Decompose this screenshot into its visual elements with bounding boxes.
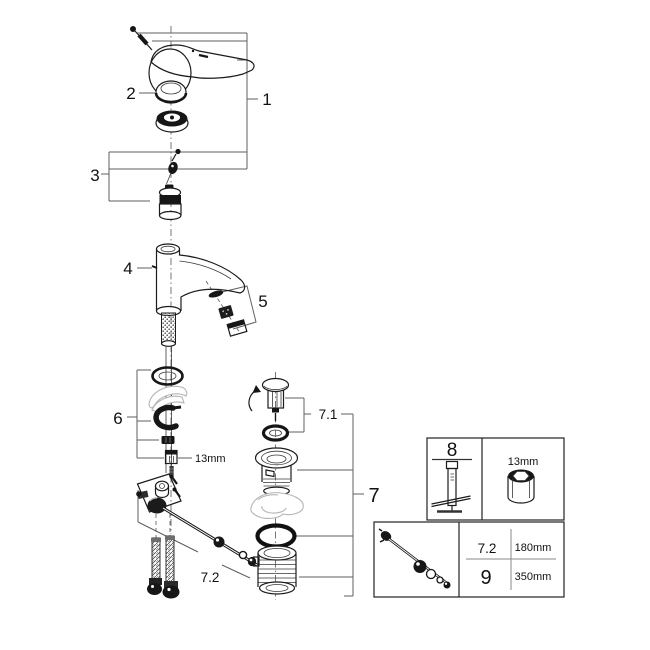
escutcheon-ring <box>156 111 188 133</box>
callout-label-7-2: 7.2 <box>200 570 220 585</box>
tool-part-number: 8 <box>446 440 458 461</box>
cartridge-screw <box>167 149 181 184</box>
aerator-parts <box>208 289 247 336</box>
callout-label-4: 4 <box>123 259 133 278</box>
tool-info-box <box>427 438 564 520</box>
callout-label-7: 7 <box>368 485 380 507</box>
rod-table-part-7-2: 7.2 <box>477 541 497 556</box>
drain-flange <box>256 448 298 495</box>
drain-body <box>254 546 297 594</box>
hex-size-callout: 13mm <box>195 453 226 465</box>
callout-label-2: 2 <box>126 84 136 103</box>
popup-rod <box>163 508 257 566</box>
handle-cap-ring <box>156 81 186 103</box>
rod-table-length-180: 180mm <box>514 542 552 554</box>
faucet-body <box>152 244 245 316</box>
callout-bracket-part7-1 <box>285 398 311 432</box>
callout-label-3: 3 <box>90 166 100 185</box>
base-o-ring <box>153 368 183 385</box>
handle-screw <box>130 26 152 50</box>
callout-label-6: 6 <box>113 409 123 428</box>
supply-hoses <box>147 536 180 599</box>
cartridge <box>160 185 182 220</box>
rod-table-length-350: 350mm <box>514 571 552 583</box>
callout-label-7-1: 7.1 <box>318 407 338 422</box>
socket-size-label: 13mm <box>507 456 539 468</box>
mounting-bracket-plate <box>136 474 181 514</box>
callout-label-1: 1 <box>262 90 272 109</box>
rod-table-part-9: 9 <box>480 567 492 589</box>
drain-o-ring <box>258 526 295 547</box>
rod-info-box <box>374 522 564 597</box>
popup-plug <box>249 379 289 422</box>
horseshoe-clamp <box>156 407 181 428</box>
callout-bracket-part7 <box>296 414 364 596</box>
mounting-nut <box>162 436 175 444</box>
drain-seal-ghost <box>251 493 304 519</box>
callout-label-5: 5 <box>258 292 268 311</box>
